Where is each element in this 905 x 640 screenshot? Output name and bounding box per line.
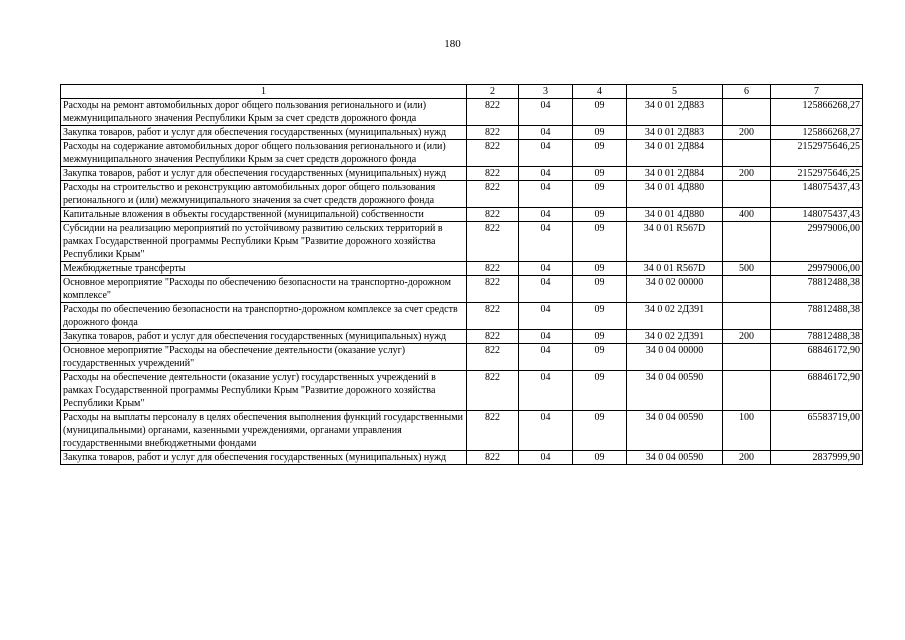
table-row [61, 344, 863, 371]
ministry-code: 822 [467, 344, 519, 371]
ministry-code: 822 [467, 303, 519, 330]
table-row [61, 330, 863, 344]
table-row [61, 276, 863, 303]
table-row [61, 99, 863, 126]
table-row [61, 411, 863, 451]
column-header: 5 [627, 85, 723, 99]
amount: 148075437,43 [771, 208, 863, 222]
expense-item-name: Расходы на обеспечение деятельности (оказание услуг) государственных учреждений в рамках Государственной программы Республики Крым "Развитие дорожного хозяйства Республики Крым" [61, 371, 467, 411]
subsection-code: 09 [573, 167, 627, 181]
table-row [61, 167, 863, 181]
subsection-code: 09 [573, 208, 627, 222]
ministry-code: 822 [467, 140, 519, 167]
expense-type-code: 100 [723, 411, 771, 451]
target-article-code: 34 0 02 2Д391 [627, 303, 723, 330]
ministry-code: 822 [467, 451, 519, 465]
section-code: 04 [519, 451, 573, 465]
section-code: 04 [519, 411, 573, 451]
table-row [61, 371, 863, 411]
column-header: 1 [61, 85, 467, 99]
column-header: 7 [771, 85, 863, 99]
table-row [61, 126, 863, 140]
target-article-code: 34 0 01 2Д883 [627, 99, 723, 126]
section-code: 04 [519, 262, 573, 276]
expense-type-code [723, 222, 771, 262]
subsection-code: 09 [573, 344, 627, 371]
expense-item-name: Закупка товаров, работ и услуг для обеспечения государственных (муниципальных) нужд [61, 126, 467, 140]
target-article-code: 34 0 04 00590 [627, 411, 723, 451]
expense-item-name: Расходы на содержание автомобильных дорог общего пользования регионального и (или) межмуниципального значения Республики Крым за счет средств дорожного фонда [61, 140, 467, 167]
subsection-code: 09 [573, 99, 627, 126]
ministry-code: 822 [467, 411, 519, 451]
section-code: 04 [519, 371, 573, 411]
amount: 2152975646,25 [771, 140, 863, 167]
table-row [61, 262, 863, 276]
expense-item-name: Основное мероприятие "Расходы на обеспечение деятельности (оказание услуг) государственных учреждений" [61, 344, 467, 371]
ministry-code: 822 [467, 276, 519, 303]
target-article-code: 34 0 01 2Д883 [627, 126, 723, 140]
amount: 68846172,90 [771, 371, 863, 411]
amount: 29979006,00 [771, 262, 863, 276]
section-code: 04 [519, 344, 573, 371]
expense-type-code [723, 371, 771, 411]
target-article-code: 34 0 01 2Д884 [627, 140, 723, 167]
expense-type-code: 200 [723, 451, 771, 465]
subsection-code: 09 [573, 222, 627, 262]
expense-type-code [723, 140, 771, 167]
amount: 78812488,38 [771, 303, 863, 330]
subsection-code: 09 [573, 330, 627, 344]
expense-item-name: Закупка товаров, работ и услуг для обеспечения государственных (муниципальных) нужд [61, 167, 467, 181]
table-row [61, 181, 863, 208]
target-article-code: 34 0 02 00000 [627, 276, 723, 303]
subsection-code: 09 [573, 411, 627, 451]
expense-item-name: Расходы на ремонт автомобильных дорог общего пользования регионального и (или) межмуниципального значения Республики Крым за счет средств дорожного фонда [61, 99, 467, 126]
table-row [61, 140, 863, 167]
target-article-code: 34 0 01 R567D [627, 222, 723, 262]
expense-item-name: Расходы по обеспечению безопасности на транспортно-дорожном комплексе за счет средств дорожного фонда [61, 303, 467, 330]
amount: 125866268,27 [771, 126, 863, 140]
target-article-code: 34 0 01 4Д880 [627, 208, 723, 222]
section-code: 04 [519, 276, 573, 303]
expense-type-code [723, 344, 771, 371]
subsection-code: 09 [573, 181, 627, 208]
expense-type-code [723, 181, 771, 208]
amount: 29979006,00 [771, 222, 863, 262]
expense-type-code: 500 [723, 262, 771, 276]
subsection-code: 09 [573, 262, 627, 276]
column-header: 6 [723, 85, 771, 99]
table-row [61, 208, 863, 222]
section-code: 04 [519, 330, 573, 344]
target-article-code: 34 0 01 2Д884 [627, 167, 723, 181]
expense-type-code: 200 [723, 126, 771, 140]
amount: 68846172,90 [771, 344, 863, 371]
subsection-code: 09 [573, 371, 627, 411]
expense-item-name: Расходы на строительство и реконструкцию автомобильных дорог общего пользования регионального и (или) межмуниципального значения за счет средств дорожного фонда [61, 181, 467, 208]
section-code: 04 [519, 222, 573, 262]
expense-type-code [723, 303, 771, 330]
amount: 125866268,27 [771, 99, 863, 126]
expense-item-name: Межбюджетные трансферты [61, 262, 467, 276]
expense-item-name: Закупка товаров, работ и услуг для обеспечения государственных (муниципальных) нужд [61, 330, 467, 344]
table-row [61, 303, 863, 330]
subsection-code: 09 [573, 451, 627, 465]
ministry-code: 822 [467, 126, 519, 140]
subsection-code: 09 [573, 140, 627, 167]
expense-type-code [723, 276, 771, 303]
target-article-code: 34 0 02 2Д391 [627, 330, 723, 344]
ministry-code: 822 [467, 167, 519, 181]
table-header-row [61, 85, 863, 99]
expense-type-code: 400 [723, 208, 771, 222]
section-code: 04 [519, 99, 573, 126]
page-number: 180 [444, 38, 461, 50]
budget-table [60, 84, 863, 465]
expense-item-name: Закупка товаров, работ и услуг для обеспечения государственных (муниципальных) нужд [61, 451, 467, 465]
table-body [61, 99, 863, 465]
ministry-code: 822 [467, 371, 519, 411]
section-code: 04 [519, 208, 573, 222]
expense-item-name: Субсидии на реализацию мероприятий по устойчивому развитию сельских территорий в рамках Государственной программы Республики Крым "Развитие дорожного хозяйства Республики Крым" [61, 222, 467, 262]
section-code: 04 [519, 167, 573, 181]
target-article-code: 34 0 04 00590 [627, 451, 723, 465]
amount: 65583719,00 [771, 411, 863, 451]
expense-item-name: Капитальные вложения в объекты государственной (муниципальной) собственности [61, 208, 467, 222]
amount: 2152975646,25 [771, 167, 863, 181]
ministry-code: 822 [467, 222, 519, 262]
column-header: 4 [573, 85, 627, 99]
section-code: 04 [519, 181, 573, 208]
table-row [61, 451, 863, 465]
subsection-code: 09 [573, 126, 627, 140]
section-code: 04 [519, 140, 573, 167]
column-header: 2 [467, 85, 519, 99]
expense-type-code: 200 [723, 330, 771, 344]
target-article-code: 34 0 01 4Д880 [627, 181, 723, 208]
amount: 78812488,38 [771, 330, 863, 344]
amount: 78812488,38 [771, 276, 863, 303]
ministry-code: 822 [467, 208, 519, 222]
ministry-code: 822 [467, 262, 519, 276]
section-code: 04 [519, 303, 573, 330]
ministry-code: 822 [467, 330, 519, 344]
ministry-code: 822 [467, 99, 519, 126]
expense-type-code [723, 99, 771, 126]
expense-item-name: Основное мероприятие "Расходы по обеспечению безопасности на транспортно-дорожном комплексе" [61, 276, 467, 303]
subsection-code: 09 [573, 303, 627, 330]
column-header: 3 [519, 85, 573, 99]
subsection-code: 09 [573, 276, 627, 303]
table-row [61, 222, 863, 262]
ministry-code: 822 [467, 181, 519, 208]
amount: 148075437,43 [771, 181, 863, 208]
target-article-code: 34 0 01 R567D [627, 262, 723, 276]
amount: 2837999,90 [771, 451, 863, 465]
section-code: 04 [519, 126, 573, 140]
target-article-code: 34 0 04 00000 [627, 344, 723, 371]
target-article-code: 34 0 04 00590 [627, 371, 723, 411]
expense-item-name: Расходы на выплаты персоналу в целях обеспечения выполнения функций государственными (муниципальными) органами, казенными учреждениями, органами управления государственными внебюджетными фондами [61, 411, 467, 451]
expense-type-code: 200 [723, 167, 771, 181]
